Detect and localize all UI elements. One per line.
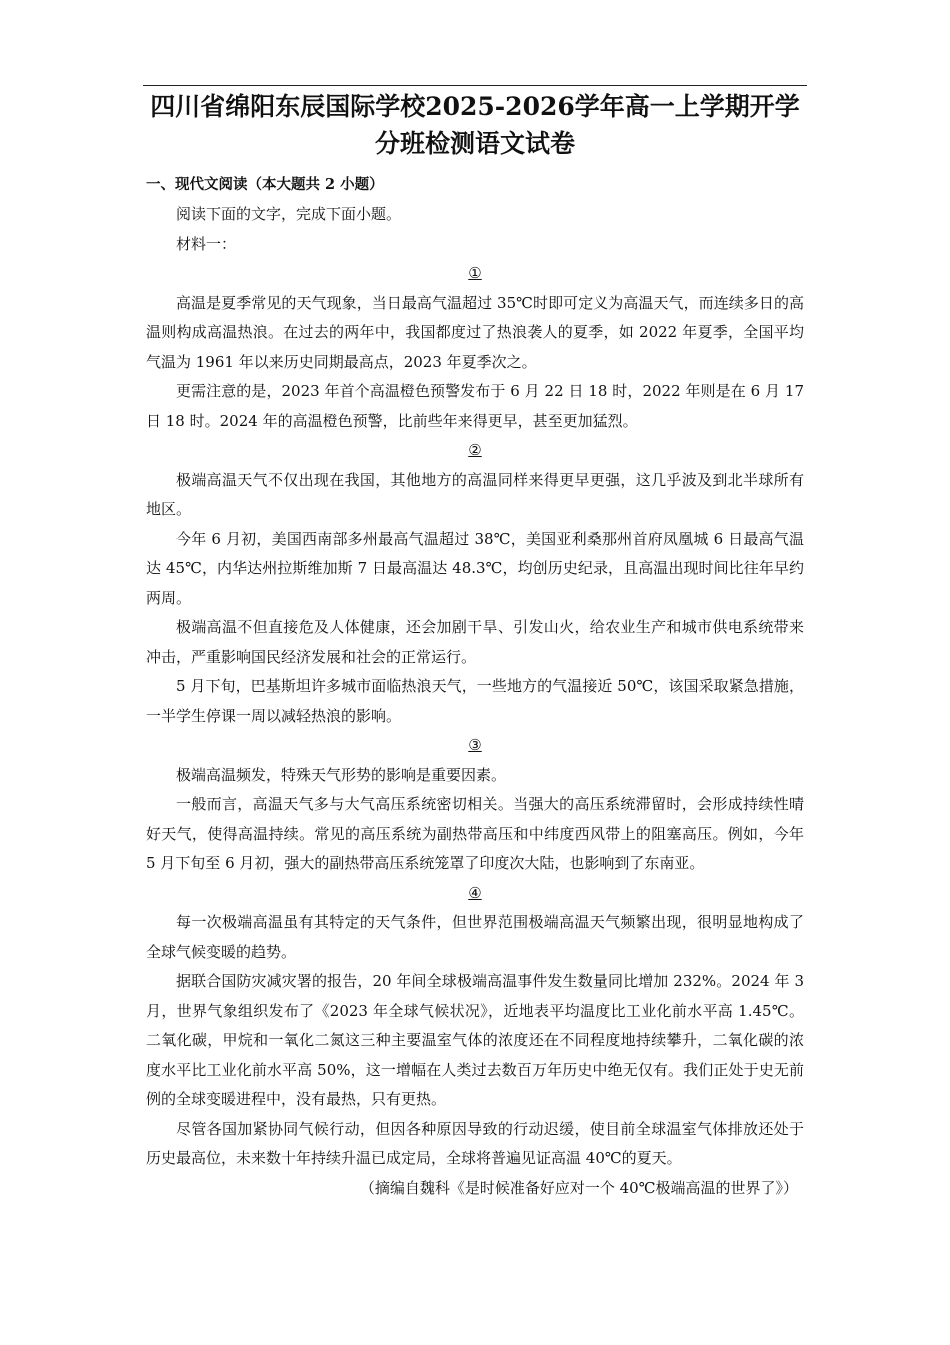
paragraph: 更需注意的是，2023 年首个高温橙色预警发布于 6 月 22 日 18 时，2022 年则是在 6 月 17 日 18 时。2024 年的高温橙色预警，比前些年来得更早，甚至更加猛烈。 [146, 382, 804, 430]
paragraph: 极端高温天气不仅出现在我国，其他地方的高温同样来得更早更强，这几乎波及到北半球所有地区。 [146, 470, 804, 518]
material-label: 材料一： [176, 234, 237, 253]
part-marker-2 [146, 436, 804, 466]
part-marker-1 [146, 259, 804, 289]
blank-marker: ① [468, 264, 482, 282]
paragraph: 一般而言，高温天气多与大气高压系统密切相关。当强大的高压系统滞留时，会形成持续性晴好天气，使得高温持续。常见的高压系统为副热带高压和中纬度西风带上的阻塞高压。例如，今年 5 月下旬至 6 月初，强大的副热带高压系统笼罩了印度次大陆，也影响到了东南亚。 [146, 795, 804, 872]
part-marker-3 [146, 731, 804, 761]
paragraph: 每一次极端高温虽有其特定的天气条件，但世界范围极端高温天气频繁出现，很明显地构成了全球气候变暖的趋势。 [146, 913, 804, 961]
title-line-1: 四川省绵阳东辰国际学校2025-2026学年高一上学期开学 [150, 92, 800, 121]
title-line-2: 分班检测语文试卷 [374, 129, 575, 158]
blank-marker: ④ [468, 883, 482, 902]
paragraph: 极端高温频发，特殊天气形势的影响是重要因素。 [176, 765, 507, 784]
paragraph: 今年 6 月初，美国西南部多州最高气温超过 38℃，美国亚利桑那州首府凤凰城 6 日最高气温达 45℃，内华达州拉斯维加斯 7 日最高温达 48.3℃，均创历史纪录，且高温出现时间比往年早约两周。 [146, 529, 804, 607]
source-citation: （摘编自魏科《是时候准备好应对一个 40℃极端高温的世界了》） [359, 1178, 798, 1197]
blank-marker: ② [468, 441, 482, 459]
paragraph: 5 月下旬，巴基斯坦许多城市面临热浪天气，一些地方的气温接近 50℃，该国采取紧急措施，一半学生停课一周以减轻热浪的影响。 [146, 677, 804, 725]
reading-passage [146, 200, 804, 1203]
paragraph: 尽管各国加紧协同气候行动，但因各种原因导致的行动迟缓，使目前全球温室气体排放还处于历史最高位，未来数十年持续升温已成定局，全球将普遍见证高温 40℃的夏天。 [146, 1119, 804, 1167]
instruction: 阅读下面的文字，完成下面小题。 [176, 205, 402, 223]
section-heading: 一、现代文阅读（本大题共 2 小题） [146, 176, 384, 193]
page-title [143, 88, 807, 162]
paragraph: 据联合国防灾减灾署的报告，20 年间全球极端高温事件发生数量同比增加 232%。2024 年 3 月，世界气象组织发布了《2023 年全球气候状况》，近地表平均温度比工业化前水平高 1.45℃。二氧化碳，甲烷和一氧化二氮这三种主要温室气体的浓度还在不同程度地持续攀升，二氧化碳的浓度水平比工业化前水平高 50%，这一增幅在人类过去数百万年历史中绝无仅有。我们正处于史无前例的全球变暖进程中，没有最热，只有更热。 [146, 972, 804, 1108]
blank-marker: ③ [468, 736, 482, 754]
part-marker-4 [146, 879, 804, 909]
paragraph: 极端高温不但直接危及人体健康，还会加剧干旱、引发山火，给农业生产和城市供电系统带来冲击，严重影响国民经济发展和社会的正常运行。 [146, 618, 804, 666]
paragraph: 高温是夏季常见的天气现象，当日最高气温超过 35℃时即可定义为高温天气，而连续多日的高温则构成高温热浪。在过去的两年中，我国都度过了热浪袭人的夏季，如 2022 年夏季，全国平均气温为 1961 年以来历史同期最高点，2023 年夏季次之。 [146, 293, 804, 371]
title-rule [143, 85, 807, 86]
